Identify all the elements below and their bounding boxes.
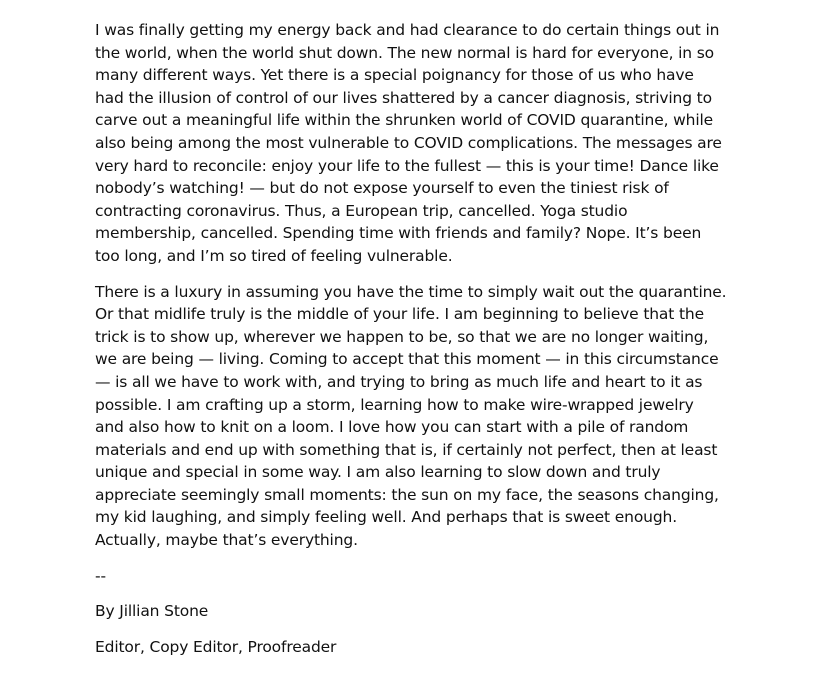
byline: By Jillian Stone (95, 602, 209, 621)
author-title: Editor, Copy Editor, Proofreader (95, 637, 337, 656)
document-body (95, 19, 727, 658)
paragraph-1: I was finally getting my energy back and had clearance to do certain things out in the world, when the world shut down. The new normal is hard for everyone, in so many different ways. Yet there is a special poignancy for those of us who have had the illusion of control of our lives shattered by a cancer diagnosis, striving to carve out a meaningful life within the shrunken world of COVID quarantine, while also being among the most vulnerable to COVID complications. The messages are very hard to reconcile: enjoy your life to the fullest — this is your time! Dance like nobody’s watching! — but do not expose yourself to even the tiniest risk of contracting coronavirus. Thus, a European trip, cancelled. Yoga studio membership, cancelled. Spending time with friends and family? Nope. It’s been too long, and I’m so tired of feeling vulnerable. (95, 21, 722, 265)
paragraph-2: There is a luxury in assuming you have the time to simply wait out the quarantine. Or that midlife truly is the middle of your life. I am beginning to believe that the trick is to show up, wherever we happen to be, so that we are no longer waiting, we are being — living. Coming to accept that this moment — in this circumstance — is all we have to work with, and trying to bring as much life and heart to it as possible. I am crafting up a storm, learning how to make wire-wrapped jewelry and also how to knit on a loom. I love how you can start with a pile of random materials and end up with something that is, if certainly not perfect, then at least unique and special in some way. I am also learning to slow down and truly appreciate seemingly small moments: the sun on my face, the seasons changing, my kid laughing, and simply feeling well. And perhaps that is sweet enough. Actually, maybe that’s everything. (95, 282, 727, 550)
separator: -- (95, 566, 106, 585)
